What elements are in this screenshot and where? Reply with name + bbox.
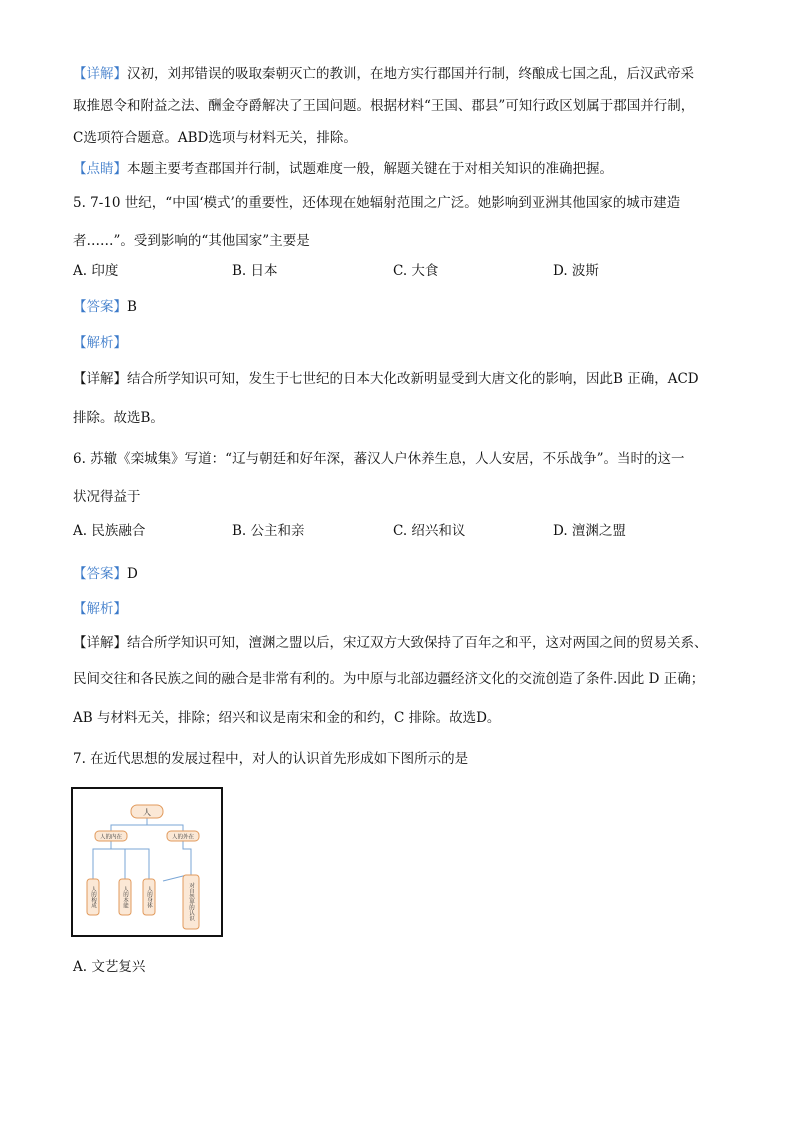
q6-stem-line-1: 6. 苏辙《栾城集》写道：“辽与朝廷和好年深，蕃汉人户休养生息，人人安居，不乐战争”。当时的这一 [73,451,685,467]
q5-analysis-tag: 【解析】 [73,335,127,351]
q5-option-c: C. 大食 [393,263,439,279]
diagram-leaf-3-label: 人的身体 [146,886,152,908]
q4-point-line: 【点睛】本题主要考查郡国并行制，试题难度一般，解题关键在于对相关知识的准确把握。 [73,161,613,177]
q5-stem-line-2: 者……”。受到影响的“其他国家”主要是 [73,233,310,249]
q5-option-d: D. 波斯 [553,263,599,279]
q5-detail-line-2: 排除。故选B。 [73,410,164,426]
diagram-inner-label: 人的内在 [99,834,123,841]
q6-detail-line-3: AB 与材料无关，排除；绍兴和议是南宋和金的和约，C 排除。故选D。 [73,710,501,726]
q5-option-a: A. 印度 [73,263,119,279]
concept-diagram [71,787,223,937]
q6-stem-line-2: 状况得益于 [73,489,141,505]
detail-tag: 【详解】 [73,66,127,82]
q4-detail-line-3: C选项符合题意。ABD选项与材料无关，排除。 [73,130,357,146]
diagram-outer-label: 人的外在 [171,834,195,841]
diagram-leaf-1-label: 人的构成 [90,886,96,908]
q5-detail-line-1: 【详解】结合所学知识可知，发生于七世纪的日本大化改新明显受到大唐文化的影响，因此B 正确，ACD [73,371,699,387]
q5-stem-line-1: 5. 7-10 世纪，“中国‘模式’的重要性，还体现在她辐射范围之广泛。她影响到亚洲其他国家的城市建造 [73,195,681,211]
q6-option-b: B. 公主和亲 [232,523,305,539]
q7-stem: 7. 在近代思想的发展过程中，对人的认识首先形成如下图所示的是 [73,751,469,767]
q6-analysis-tag: 【解析】 [73,601,127,617]
concept-diagram-svg [73,789,221,935]
diagram-root-label: 人 [143,808,151,817]
q5-option-b: B. 日本 [232,263,278,279]
q5-answer: 【答案】B [73,299,137,315]
q6-detail-line-2: 民间交往和各民族之间的融合是非常有利的。为中原与北部边疆经济文化的交流创造了条件.因此 D 正确； [73,671,705,687]
diagram-connectors [93,818,191,881]
q6-option-a: A. 民族融合 [73,523,146,539]
point-tag: 【点睛】 [73,161,127,177]
diagram-leaf-2-label: 人的本能 [122,886,128,908]
q6-option-c: C. 绍兴和议 [393,523,466,539]
q6-answer: 【答案】D [73,566,138,582]
q6-option-d: D. 澶渊之盟 [553,523,626,539]
q4-detail-line-1: 【详解】汉初，刘邦错误的吸取秦朝灭亡的教训，在地方实行郡国并行制，终酿成七国之乱，后汉武帝采 [73,66,694,82]
q6-detail-line-1: 【详解】结合所学知识可知，澶渊之盟以后，宋辽双方大致保持了百年之和平，这对两国之间的贸易关系、 [73,635,708,651]
diagram-leaf-4-label: 对自然界的认识 [188,882,194,922]
q7-option-a: A. 文艺复兴 [73,959,146,975]
q4-detail-line-2: 取推恩令和附益之法、酬金夺爵解决了王国问题。根据材料“王国、郡县”可知行政区划属于郡国并行制， [73,98,695,114]
